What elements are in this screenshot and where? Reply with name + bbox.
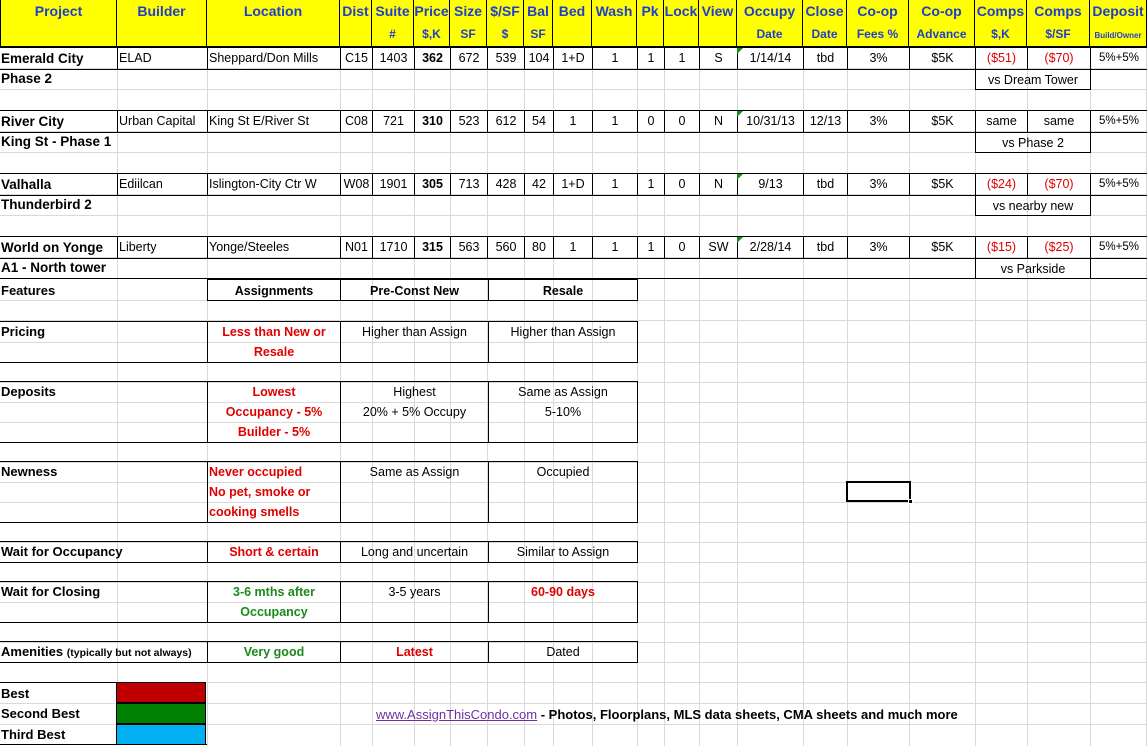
project-name[interactable]: Valhalla	[1, 177, 52, 192]
feature-label-text: Wait for Closing	[1, 584, 101, 599]
column-header[interactable]	[1027, 0, 1090, 47]
column-header-subtitle: Fees %	[856, 27, 899, 41]
feature-cell-text: Less than New or	[222, 325, 326, 339]
cell-occupy[interactable]: 2/28/14	[737, 236, 803, 258]
feature-cell-resale[interactable]	[488, 461, 638, 523]
comparison-note[interactable]: vs Phase 2	[975, 132, 1091, 153]
column-header-title: Location	[243, 3, 303, 19]
cell-bal[interactable]: 42	[524, 173, 553, 195]
feature-cell-text: Occupancy - 5%	[225, 405, 323, 419]
column-header-title: Price	[414, 3, 449, 19]
column-header-title: Co-op	[921, 3, 962, 19]
cell-bed[interactable]: 1	[553, 236, 592, 258]
feature-label	[1, 582, 100, 602]
cell-lock[interactable]: 1	[664, 47, 699, 69]
cell-deposit[interactable]: 5%+5%	[1090, 110, 1147, 132]
feature-cell-text: Same as Assign	[518, 385, 608, 399]
column-header-title: Lock	[664, 3, 698, 19]
column-header-subtitle: #	[389, 27, 396, 41]
selected-cell[interactable]	[846, 481, 911, 502]
cell-comps-sf[interactable]: ($70)	[1027, 173, 1090, 195]
feature-cell-assign[interactable]	[207, 381, 341, 443]
comment-indicator-icon	[737, 111, 743, 117]
column-header-title: Dist	[342, 3, 369, 19]
cell-bed[interactable]: 1+D	[553, 47, 592, 69]
cell-dist[interactable]: W08	[340, 173, 372, 195]
column-header-subtitle: $,K	[991, 27, 1010, 41]
column-header-title: Wash	[595, 3, 633, 19]
cell-advance[interactable]: $5K	[909, 47, 975, 69]
feature-cell-text: Highest	[393, 385, 436, 399]
cell-psf[interactable]: 428	[487, 173, 524, 195]
column-header-title: Project	[34, 3, 83, 19]
features-column-title: Pre-Const New	[370, 284, 459, 298]
feature-cell-assign[interactable]	[207, 321, 341, 363]
project-subname[interactable]: Thunderbird 2	[1, 197, 92, 212]
column-header[interactable]	[414, 0, 450, 47]
column-header-title: Close	[805, 3, 844, 19]
cell-location[interactable]: Yonge/Steeles	[207, 236, 340, 258]
cell-price[interactable]: 310	[414, 110, 450, 132]
feature-label-text: Pricing	[1, 324, 46, 339]
cell-bal[interactable]: 80	[524, 236, 553, 258]
column-header-subtitle: $	[501, 27, 509, 41]
cell-deposit[interactable]: 5%+5%	[1090, 47, 1147, 69]
project-subname[interactable]: King St - Phase 1	[1, 134, 112, 149]
cell-fees[interactable]: 3%	[847, 47, 909, 69]
column-header[interactable]	[737, 0, 803, 47]
cell-comps-sf[interactable]: ($25)	[1027, 236, 1090, 258]
column-header[interactable]	[372, 0, 414, 47]
feature-cell-new[interactable]	[340, 641, 489, 663]
feature-cell-text: No pet, smoke or	[209, 485, 311, 499]
cell-lock[interactable]: 0	[664, 236, 699, 258]
feature-cell-new[interactable]	[340, 461, 489, 523]
column-header-title: Co-op	[857, 3, 898, 19]
comment-indicator-icon	[737, 48, 743, 54]
feature-cell-resale[interactable]	[488, 321, 638, 363]
comparison-note[interactable]: vs Parkside	[975, 258, 1091, 279]
column-header-subtitle: Date	[811, 27, 838, 41]
cell-suite[interactable]: 1710	[372, 236, 414, 258]
cell-comps-k[interactable]: same	[975, 110, 1027, 132]
column-header-title: Bed	[558, 3, 586, 19]
comparison-note[interactable]: vs Dream Tower	[975, 69, 1091, 90]
legend-third-label: Third Best	[1, 727, 66, 742]
cell-occupy[interactable]: 10/31/13	[737, 110, 803, 132]
column-header-title: View	[701, 3, 734, 19]
feature-label-text: Deposits	[1, 384, 56, 399]
project-name[interactable]: Emerald City	[1, 51, 84, 66]
column-header[interactable]	[847, 0, 909, 47]
column-header-title: Pk	[641, 3, 659, 19]
cell-comps-k[interactable]: ($24)	[975, 173, 1027, 195]
cell-size[interactable]: 672	[450, 47, 487, 69]
column-header-title: Deposit	[1092, 3, 1144, 19]
column-header[interactable]	[340, 0, 372, 47]
cell-pk[interactable]: 1	[637, 236, 664, 258]
cell-bal[interactable]: 104	[524, 47, 553, 69]
cell-psf[interactable]: 539	[487, 47, 524, 69]
column-header[interactable]	[450, 0, 487, 47]
column-header-subtitle: $/SF	[1045, 27, 1071, 41]
feature-cell-assign[interactable]	[207, 581, 341, 623]
comment-indicator-icon	[737, 237, 743, 243]
feature-cell-resale[interactable]	[488, 641, 638, 663]
feature-cell-text: 3-5 years	[388, 585, 441, 599]
feature-cell-text: Dated	[546, 645, 580, 659]
cell-wash[interactable]: 1	[592, 110, 637, 132]
column-header[interactable]	[592, 0, 637, 47]
cell-dist[interactable]: C08	[340, 110, 372, 132]
column-header-title: Suite	[375, 3, 410, 19]
features-column-header[interactable]	[340, 279, 489, 301]
feature-cell-text: Higher than Assign	[362, 325, 467, 339]
cell-dist[interactable]: N01	[340, 236, 372, 258]
features-column-header[interactable]	[207, 279, 341, 301]
cell-comps-k[interactable]: ($51)	[975, 47, 1027, 69]
cell-builder[interactable]: Urban Capital	[117, 110, 207, 132]
feature-cell-resale[interactable]	[488, 581, 638, 623]
feature-label	[1, 382, 56, 402]
feature-cell-assign[interactable]	[207, 541, 341, 563]
feature-cell-resale[interactable]	[488, 381, 638, 443]
column-header-subtitle: SF	[530, 27, 546, 41]
cell-wash[interactable]: 1	[592, 47, 637, 69]
fill-handle[interactable]	[908, 499, 913, 504]
cell-comps-sf[interactable]: same	[1027, 110, 1090, 132]
column-header[interactable]	[909, 0, 975, 47]
cell-location[interactable]: Sheppard/Don Mills	[207, 47, 340, 69]
feature-cell-text: 3-6 mths after	[233, 585, 315, 599]
feature-cell-text: Same as Assign	[369, 465, 460, 479]
column-header[interactable]	[699, 0, 737, 47]
cell-price[interactable]: 315	[414, 236, 450, 258]
legend-third-swatch[interactable]	[116, 724, 206, 745]
cell-view[interactable]: N	[699, 110, 737, 132]
column-header-subtitle: Advance	[916, 27, 967, 41]
project-name[interactable]: River City	[1, 114, 65, 129]
cell-dist[interactable]: C15	[340, 47, 372, 69]
features-column-header[interactable]	[488, 279, 638, 301]
cell-close[interactable]: tbd	[803, 236, 847, 258]
feature-label	[1, 322, 45, 342]
feature-cell-new[interactable]	[340, 581, 489, 623]
feature-cell-text: Resale	[253, 345, 295, 359]
feature-label-text: Amenities	[1, 644, 64, 659]
cell-wash[interactable]: 1	[592, 236, 637, 258]
legend-second-swatch[interactable]	[116, 703, 206, 724]
cell-advance[interactable]: $5K	[909, 110, 975, 132]
cell-pk[interactable]: 1	[637, 173, 664, 195]
cell-advance[interactable]: $5K	[909, 236, 975, 258]
cell-fees[interactable]: 3%	[847, 173, 909, 195]
cell-occupy[interactable]: 1/14/14	[737, 47, 803, 69]
cell-price[interactable]: 362	[414, 47, 450, 69]
cell-comps-sf[interactable]: ($70)	[1027, 47, 1090, 69]
column-header-title: Builder	[137, 3, 186, 19]
column-header[interactable]	[1090, 0, 1147, 47]
column-header-title: Size	[453, 3, 482, 19]
feature-cell-text: 5-10%	[544, 405, 582, 419]
feature-cell-text: Similar to Assign	[516, 545, 610, 559]
cell-advance[interactable]: $5K	[909, 173, 975, 195]
column-header-subtitle: SF	[460, 27, 476, 41]
feature-cell-text: Never occupied	[209, 465, 303, 479]
cell-size[interactable]: 563	[450, 236, 487, 258]
feature-label	[1, 542, 123, 562]
cell-price[interactable]: 305	[414, 173, 450, 195]
website-link[interactable]: www.AssignThisCondo.com	[376, 707, 538, 722]
features-heading: Features	[1, 283, 56, 298]
footer-text: - Photos, Floorplans, MLS data sheets, CMA sheets and much more	[537, 707, 958, 722]
project-subname[interactable]: Phase 2	[1, 71, 53, 86]
cell-pk[interactable]: 1	[637, 47, 664, 69]
cell-size[interactable]: 713	[450, 173, 487, 195]
project-subname[interactable]: A1 - North tower	[1, 260, 107, 275]
cell-location[interactable]: Islington-City Ctr W	[207, 173, 340, 195]
cell-close[interactable]: tbd	[803, 47, 847, 69]
comment-indicator-icon	[737, 174, 743, 180]
column-header-title: Occupy	[743, 3, 796, 19]
feature-label	[1, 642, 192, 663]
column-header[interactable]	[207, 0, 340, 47]
cell-view[interactable]: S	[699, 47, 737, 69]
feature-cell-text: Long and uncertain	[360, 545, 469, 559]
legend-best-swatch[interactable]	[116, 682, 206, 703]
cell-builder[interactable]: ELAD	[117, 47, 207, 69]
cell-comps-k[interactable]: ($15)	[975, 236, 1027, 258]
cell-fees[interactable]: 3%	[847, 236, 909, 258]
column-header-title: $/SF	[490, 3, 520, 19]
cell-lock[interactable]: 0	[664, 110, 699, 132]
column-header[interactable]	[803, 0, 847, 47]
cell-occupy[interactable]: 9/13	[737, 173, 803, 195]
footer	[376, 705, 958, 725]
cell-location[interactable]: King St E/River St	[207, 110, 340, 132]
features-column-title: Resale	[542, 284, 584, 298]
cell-bed[interactable]: 1+D	[553, 173, 592, 195]
column-header-subtitle: Date	[756, 27, 783, 41]
feature-cell-text: Builder - 5%	[237, 425, 311, 439]
feature-cell-text: Lowest	[252, 385, 296, 399]
cell-builder[interactable]: Ediilcan	[117, 173, 207, 195]
cell-suite[interactable]: 721	[372, 110, 414, 132]
cell-psf[interactable]: 612	[487, 110, 524, 132]
cell-view[interactable]: N	[699, 173, 737, 195]
feature-cell-text: Occupied	[536, 465, 590, 479]
cell-size[interactable]: 523	[450, 110, 487, 132]
column-header[interactable]	[0, 0, 117, 47]
legend-best-label: Best	[1, 686, 30, 701]
feature-cell-text: 60-90 days	[531, 585, 595, 599]
feature-cell-text: 20% + 5% Occupy	[362, 405, 467, 419]
column-header-title: Comps	[976, 3, 1025, 19]
column-header-subtitle: Build/Owner	[1094, 31, 1142, 40]
cell-bal[interactable]: 54	[524, 110, 553, 132]
feature-cell-assign[interactable]	[207, 641, 341, 663]
feature-label-note: (typically but not always)	[66, 647, 192, 659]
comparison-note[interactable]: vs nearby new	[975, 195, 1091, 216]
project-name[interactable]: World on Yonge	[1, 240, 103, 255]
cell-pk[interactable]: 0	[637, 110, 664, 132]
column-header[interactable]	[975, 0, 1027, 47]
cell-deposit[interactable]: 5%+5%	[1090, 236, 1147, 258]
cell-deposit[interactable]: 5%+5%	[1090, 173, 1147, 195]
feature-cell-new[interactable]	[340, 541, 489, 563]
column-header-title: Bal	[527, 3, 549, 19]
cell-builder[interactable]: Liberty	[117, 236, 207, 258]
feature-cell-text: Higher than Assign	[510, 325, 616, 339]
feature-cell-text: Latest	[396, 645, 433, 659]
legend-second-label: Second Best	[1, 706, 80, 721]
column-header-subtitle: $,K	[422, 27, 441, 41]
cell-suite[interactable]: 1403	[372, 47, 414, 69]
cell-view[interactable]: SW	[699, 236, 737, 258]
column-header-title: Comps	[1034, 3, 1082, 19]
feature-cell-resale[interactable]	[488, 541, 638, 563]
feature-label-text: Newness	[1, 464, 58, 479]
cell-lock[interactable]: 0	[664, 173, 699, 195]
feature-label	[1, 462, 57, 482]
cell-bed[interactable]: 1	[553, 110, 592, 132]
cell-close[interactable]: tbd	[803, 173, 847, 195]
column-header[interactable]	[664, 0, 699, 47]
feature-cell-text: Very good	[243, 645, 305, 659]
cell-suite[interactable]: 1901	[372, 173, 414, 195]
column-header[interactable]	[487, 0, 524, 47]
cell-close[interactable]: 12/13	[803, 110, 847, 132]
column-header[interactable]	[553, 0, 592, 47]
cell-wash[interactable]: 1	[592, 173, 637, 195]
feature-cell-text: Occupancy	[240, 605, 308, 619]
feature-label-text: Wait for Occupancy	[1, 544, 123, 559]
column-header[interactable]	[524, 0, 553, 47]
column-header[interactable]	[637, 0, 664, 47]
cell-fees[interactable]: 3%	[847, 110, 909, 132]
feature-cell-text: Short & certain	[229, 545, 319, 559]
feature-cell-text: cooking smells	[209, 505, 300, 519]
features-column-title: Assignments	[234, 284, 314, 298]
column-header[interactable]	[117, 0, 207, 47]
cell-psf[interactable]: 560	[487, 236, 524, 258]
feature-cell-assign[interactable]	[207, 461, 341, 523]
feature-cell-new[interactable]	[340, 381, 489, 443]
feature-cell-new[interactable]	[340, 321, 489, 363]
